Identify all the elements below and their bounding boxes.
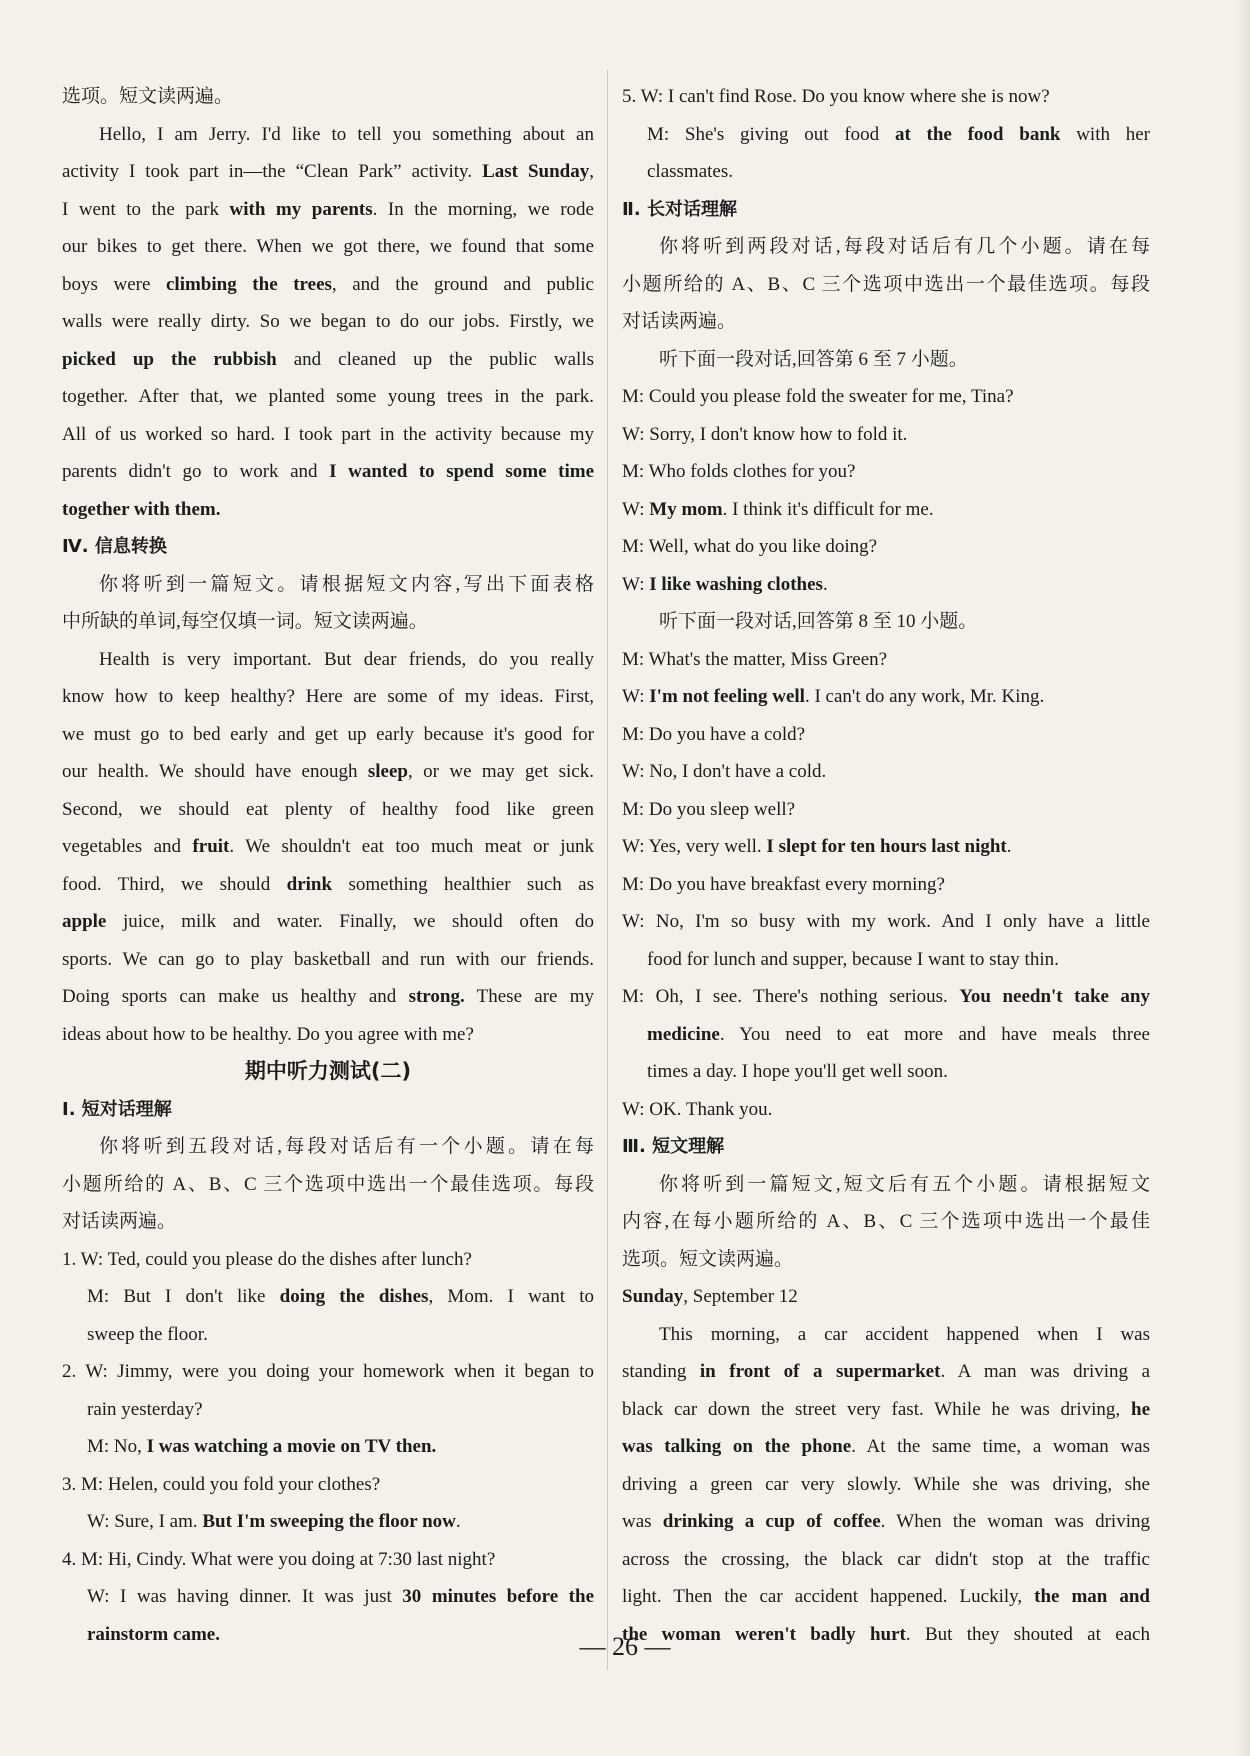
text-line: ideas about how to be healthy. Do you agree with me? bbox=[62, 1023, 474, 1045]
right-column bbox=[622, 78, 1150, 1653]
text-line: 小题所给的 A、B、C 三个选项中选出一个最佳选项。每段 bbox=[622, 273, 1150, 295]
text-line: 选项。短文读两遍。 bbox=[622, 1248, 794, 1270]
text-line: Health is very important. But dear friends, do you really bbox=[99, 648, 594, 670]
text-line: M: Do you have breakfast every morning? bbox=[622, 873, 945, 895]
text-line: 5. W: I can't find Rose. Do you know where she is now? bbox=[622, 86, 1050, 107]
text-line: W: I'm not feeling well. I can't do any work, Mr. King. bbox=[622, 686, 1045, 707]
text-line: rain yesterday? bbox=[87, 1398, 203, 1420]
text-line: M: She's giving out food at the food bank with her bbox=[647, 123, 1150, 145]
text-line: W: No, I'm so busy with my work. And I only have a little bbox=[622, 911, 1150, 932]
text-line: 3. M: Helen, could you fold your clothes? bbox=[62, 1473, 381, 1495]
text-line: across the crossing, the black car didn't stop at the traffic bbox=[622, 1548, 1150, 1570]
page-number: — 26 — bbox=[579, 1632, 671, 1661]
text-line: 1. W: Ted, could you please do the dishes after lunch? bbox=[62, 1248, 472, 1270]
text-line: 听下面一段对话,回答第 6 至 7 小题。 bbox=[659, 348, 968, 370]
text-line: M: Do you sleep well? bbox=[622, 798, 796, 820]
text-line: classmates. bbox=[647, 161, 734, 182]
text-line: This morning, a car accident happened when I was bbox=[659, 1323, 1150, 1345]
text-line: food for lunch and supper, because I want to stay thin. bbox=[647, 948, 1059, 970]
text-line: apple juice, milk and water. Finally, we should often do bbox=[62, 911, 594, 932]
text-line: 2. W: Jimmy, were you doing your homework when it began to bbox=[62, 1361, 594, 1382]
text-line: All of us worked so hard. I took part in the activity because my bbox=[62, 423, 594, 445]
text-line: together. After that, we planted some young trees in the park. bbox=[62, 386, 594, 407]
text-line: Second, we should eat plenty of healthy food like green bbox=[62, 798, 594, 820]
text-line: parents didn't go to work and I wanted to spend some time bbox=[62, 461, 594, 482]
text-line: W: Yes, very well. I slept for ten hours last night. bbox=[622, 836, 1012, 857]
text-line: standing in front of a supermarket. A man was driving a bbox=[622, 1361, 1150, 1382]
text-line: M: What's the matter, Miss Green? bbox=[622, 648, 888, 670]
text-line: 内容,在每小题所给的 A、B、C 三个选项中选出一个最佳 bbox=[622, 1211, 1150, 1232]
text-line: M: But I don't like doing the dishes, Mom. I want to bbox=[87, 1286, 594, 1307]
text-line: 你将听到两段对话,每段对话后有几个小题。请在每 bbox=[659, 236, 1150, 257]
section-heading: Ⅱ. 长对话理解 bbox=[622, 198, 737, 220]
text-line: M: Could you please fold the sweater for me, Tina? bbox=[622, 386, 1014, 407]
text-line: W: I like washing clothes. bbox=[622, 573, 828, 595]
text-line: the woman weren't badly hurt. But they shouted at each bbox=[622, 1623, 1150, 1645]
text-line: W: Sure, I am. But I'm sweeping the floor now. bbox=[87, 1511, 461, 1532]
text-line: rainstorm came. bbox=[87, 1623, 220, 1645]
text-line: vegetables and fruit. We shouldn't eat too much meat or junk bbox=[62, 836, 594, 857]
text-line: 中所缺的单词,每空仅填一词。短文读两遍。 bbox=[62, 611, 428, 632]
text-line: boys were climbing the trees, and the ground and public bbox=[62, 273, 594, 295]
text-line: Doing sports can make us healthy and strong. These are my bbox=[62, 986, 594, 1007]
text-line: together with them. bbox=[62, 498, 221, 520]
text-line: we must go to bed early and get up early because it's good for bbox=[62, 723, 594, 745]
text-line: 你将听到一篇短文。请根据短文内容,写出下面表格 bbox=[99, 573, 594, 595]
text-line: W: My mom. I think it's difficult for me. bbox=[622, 498, 934, 520]
column-divider bbox=[607, 70, 608, 1670]
text-line: M: Oh, I see. There's nothing serious. You needn't take any bbox=[622, 986, 1150, 1007]
text-line: W: Sorry, I don't know how to fold it. bbox=[622, 423, 908, 445]
section-heading: Ⅰ. 短对话理解 bbox=[62, 1098, 172, 1120]
text-line: picked up the rubbish and cleaned up the public walls bbox=[62, 348, 594, 370]
text-line: Sunday, September 12 bbox=[622, 1286, 798, 1307]
page-edge-shadow bbox=[1236, 0, 1250, 1756]
section-title: 期中听力测试(二) bbox=[244, 1059, 412, 1083]
text-line: 听下面一段对话,回答第 8 至 10 小题。 bbox=[659, 611, 978, 632]
text-line: our bikes to get there. When we got there, we found that some bbox=[62, 236, 594, 257]
text-line: walls were really dirty. So we began to do our jobs. Firstly, we bbox=[62, 311, 594, 332]
text-line: sports. We can go to play basketball and run with our friends. bbox=[62, 948, 594, 970]
text-line: was drinking a cup of coffee. When the woman was driving bbox=[622, 1511, 1150, 1532]
text-line: 你将听到一篇短文,短文后有五个小题。请根据短文 bbox=[659, 1173, 1150, 1195]
text-line: 4. M: Hi, Cindy. What were you doing at 7:30 last night? bbox=[62, 1548, 496, 1570]
text-line: M: Do you have a cold? bbox=[622, 723, 806, 745]
text-line: was talking on the phone. At the same time, a woman was bbox=[622, 1436, 1150, 1457]
text-line: M: No, I was watching a movie on TV then. bbox=[87, 1436, 437, 1457]
text-line: 对话读两遍。 bbox=[622, 311, 737, 332]
text-line: times a day. I hope you'll get well soon. bbox=[647, 1061, 948, 1082]
text-line: light. Then the car accident happened. Luckily, the man and bbox=[622, 1586, 1150, 1607]
text-line: 对话读两遍。 bbox=[62, 1211, 177, 1232]
text-line: driving a green car very slowly. While she was driving, she bbox=[622, 1473, 1150, 1495]
text-line: black car down the street very fast. While he was driving, he bbox=[622, 1398, 1150, 1420]
text-line: 小题所给的 A、B、C 三个选项中选出一个最佳选项。每段 bbox=[62, 1173, 594, 1195]
text-line: 你将听到五段对话,每段对话后有一个小题。请在每 bbox=[99, 1136, 594, 1157]
left-column bbox=[62, 78, 594, 1653]
text-line: sweep the floor. bbox=[87, 1323, 208, 1345]
text-line: know how to keep healthy? Here are some of my ideas. First, bbox=[62, 686, 594, 707]
section-heading: Ⅲ. 短文理解 bbox=[622, 1136, 725, 1157]
text-line: activity I took part in—the “Clean Park” activity. Last Sunday, bbox=[62, 161, 594, 182]
text-line: W: I was having dinner. It was just 30 minutes before the bbox=[87, 1586, 594, 1607]
text-line: I went to the park with my parents. In the morning, we rode bbox=[62, 198, 594, 220]
text-line: medicine. You need to eat more and have meals three bbox=[647, 1023, 1150, 1045]
text-line: M: Well, what do you like doing? bbox=[622, 536, 878, 557]
text-line: our health. We should have enough sleep, or we may get sick. bbox=[62, 761, 594, 782]
text-line: food. Third, we should drink something healthier such as bbox=[62, 873, 594, 895]
section-heading: Ⅳ. 信息转换 bbox=[62, 536, 167, 557]
text-line: W: No, I don't have a cold. bbox=[622, 761, 827, 782]
text-line: W: OK. Thank you. bbox=[622, 1098, 773, 1120]
text-line: M: Who folds clothes for you? bbox=[622, 461, 856, 482]
text-line: Hello, I am Jerry. I'd like to tell you something about an bbox=[99, 123, 594, 145]
text-line: 选项。短文读两遍。 bbox=[62, 86, 234, 107]
